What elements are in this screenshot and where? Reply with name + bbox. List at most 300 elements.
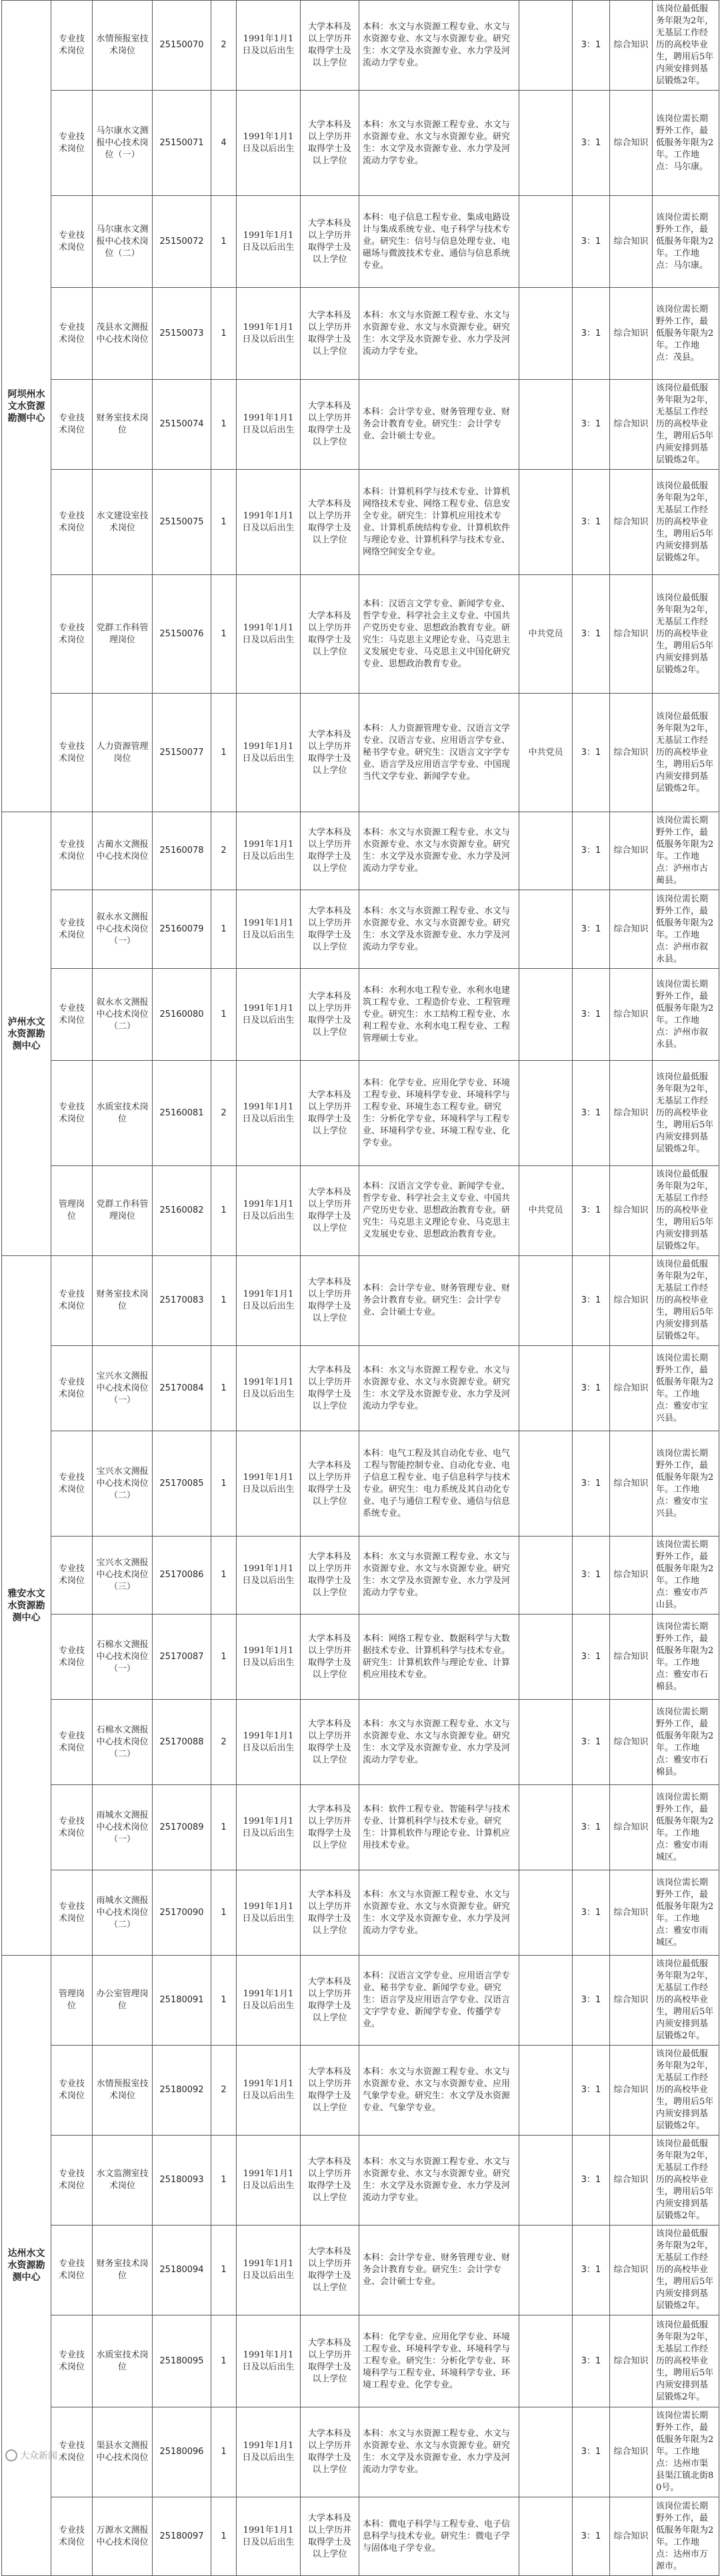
table-row (2, 1431, 719, 1537)
table-row (2, 575, 719, 694)
exam-ratio: 3：1 (573, 1256, 610, 1346)
major-requirement: 本科：水文与水资源工程专业、水文与水资源专业、水文与水资源专业。研究生：水文学及水资源专业、水力学及河流动力学专业。 (359, 812, 519, 890)
major-requirement: 本科：会计学专业、财务管理专业、财务会计教育专业。研究生：会计学专业、会计硕士专业。 (359, 1256, 519, 1346)
remark: 该岗位最低服务年限为2年，无基层工作经历的高校毕业生，聘用后5年内须安排到基层锻炼2年。 (653, 2315, 719, 2407)
other-requirement (519, 470, 573, 575)
age-requirement: 1991年1月1日及以后出生 (237, 380, 301, 470)
exam-subject: 综合知识 (610, 1614, 653, 1700)
position-name: 万源水文测报中心技术岗位 (93, 2497, 153, 2576)
exam-subject: 综合知识 (610, 890, 653, 969)
major-requirement: 本科：化学专业、应用化学专业、环境工程专业、环境科学专业、环境科学与工程专业、环境生态工程专业。研究生：分析化学专业、环境科学与工程专业、环境科学专业、环境工程专业、化学专业。 (359, 1061, 519, 1166)
exam-ratio: 3：1 (573, 91, 610, 196)
table-row (2, 969, 719, 1061)
hiring-count: 1 (211, 1346, 237, 1431)
age-requirement: 1991年1月1日及以后出生 (237, 1166, 301, 1256)
hiring-count: 1 (211, 1614, 237, 1700)
exam-subject: 综合知识 (610, 1, 653, 91)
position-code: 25160082 (153, 1166, 211, 1256)
exam-ratio: 3：1 (573, 1785, 610, 1870)
position-code: 25170086 (153, 1537, 211, 1614)
remark: 该岗位最低服务年限为2年，无基层工作经历的高校毕业生，聘用后5年内须安排到基层锻炼2年。 (653, 575, 719, 694)
other-requirement (519, 1256, 573, 1346)
position-code: 25180092 (153, 2046, 211, 2136)
hiring-count: 1 (211, 1537, 237, 1614)
major-requirement: 本科：水文与水资源工程专业、水文与水资源专业、水文与水资源专业。研究生：水文学及水资源专业、水力学及河流动力学专业。 (359, 288, 519, 380)
exam-subject: 综合知识 (610, 2046, 653, 2136)
hiring-count: 1 (211, 2497, 237, 2576)
hiring-count: 1 (211, 1431, 237, 1537)
position-code: 25180097 (153, 2497, 211, 2576)
major-requirement: 本科：水文与水资源工程专业、水文与水资源专业、水文与水资源专业。研究生：水文学及水资源专业、水力学及河流动力学专业。 (359, 890, 519, 969)
hiring-count: 2 (211, 1061, 237, 1166)
position-category: 专业技术岗位 (51, 288, 93, 380)
exam-subject: 综合知识 (610, 288, 653, 380)
position-category: 专业技术岗位 (51, 694, 93, 812)
hiring-count: 4 (211, 91, 237, 196)
education-requirement: 大学本科及以上学历并取得学士及以上学位 (301, 1700, 359, 1785)
position-category: 管理岗位 (51, 1956, 93, 2046)
table-row (2, 1256, 719, 1346)
major-requirement: 本科：水文与水资源工程专业、水文与水资源专业、水文与水资源专业。研究生：水文学及水资源专业、水力学及河流动力学专业。 (359, 91, 519, 196)
other-requirement (519, 2046, 573, 2136)
other-requirement (519, 2315, 573, 2407)
hiring-count: 1 (211, 1785, 237, 1870)
hiring-count: 1 (211, 2407, 237, 2497)
position-code: 25170090 (153, 1870, 211, 1956)
position-name: 宝兴水文测报中心技术岗位（二） (93, 1431, 153, 1537)
remark: 该岗位需长期野外工作，最低服务年限为2年。工作地点：马尔康。 (653, 196, 719, 288)
unit-name: 达州水文水资源勘测中心 (2, 1956, 51, 2576)
exam-ratio: 3：1 (573, 2136, 610, 2226)
other-requirement (519, 1700, 573, 1785)
position-category: 专业技术岗位 (51, 812, 93, 890)
major-requirement: 本科：网络工程专业、数据科学与大数据技术专业、计算机科学与技术专业。研究生：计算机软件与理论专业、计算机应用技术专业。 (359, 1614, 519, 1700)
exam-subject: 综合知识 (610, 694, 653, 812)
position-code: 25180091 (153, 1956, 211, 2046)
hiring-count: 1 (211, 890, 237, 969)
position-code: 25170084 (153, 1346, 211, 1431)
remark: 该岗位最低服务年限为2年，无基层工作经历的高校毕业生，聘用后5年内须安排到基层锻炼2年。 (653, 1256, 719, 1346)
education-requirement: 大学本科及以上学历并取得学士及以上学位 (301, 91, 359, 196)
major-requirement: 本科：会计学专业、财务管理专业、财务会计教育专业。研究生：会计学专业、会计硕士专业。 (359, 380, 519, 470)
major-requirement: 本科：水文与水资源工程专业、水文与水资源专业、水文与水资源专业。研究生：水文学及水资源专业、水力学及河流动力学专业。 (359, 2407, 519, 2497)
exam-ratio: 3：1 (573, 1700, 610, 1785)
position-name: 宝兴水文测报中心技术岗位（三） (93, 1537, 153, 1614)
age-requirement: 1991年1月1日及以后出生 (237, 575, 301, 694)
other-requirement: 中共党员 (519, 694, 573, 812)
position-category: 专业技术岗位 (51, 2315, 93, 2407)
position-code: 25170088 (153, 1700, 211, 1785)
table-row (2, 1785, 719, 1870)
education-requirement: 大学本科及以上学历并取得学士及以上学位 (301, 1956, 359, 2046)
remark: 该岗位需长期野外工作，最低服务年限为2年。工作地点：达州市万源市。 (653, 2497, 719, 2576)
major-requirement: 本科：水文与水资源工程专业、水文与水资源专业、水文与水资源专业。研究生：水文学及水资源专业、水力学及河流动力学专业。 (359, 1346, 519, 1431)
age-requirement: 1991年1月1日及以后出生 (237, 1061, 301, 1166)
education-requirement: 大学本科及以上学历并取得学士及以上学位 (301, 470, 359, 575)
remark: 该岗位需长期野外工作，最低服务年限为2年。工作地点：马尔康。 (653, 91, 719, 196)
position-category: 专业技术岗位 (51, 1, 93, 91)
education-requirement: 大学本科及以上学历并取得学士及以上学位 (301, 575, 359, 694)
position-name: 茂县水文测报中心技术岗位 (93, 288, 153, 380)
hiring-count: 1 (211, 380, 237, 470)
table-row (2, 694, 719, 812)
other-requirement (519, 380, 573, 470)
remark: 该岗位最低服务年限为2年，无基层工作经历的高校毕业生，聘用后5年内须安排到基层锻炼2年。 (653, 694, 719, 812)
hiring-count: 2 (211, 1, 237, 91)
exam-subject: 综合知识 (610, 1061, 653, 1166)
education-requirement: 大学本科及以上学历并取得学士及以上学位 (301, 2136, 359, 2226)
age-requirement: 1991年1月1日及以后出生 (237, 1700, 301, 1785)
position-category: 专业技术岗位 (51, 470, 93, 575)
hiring-count: 1 (211, 1166, 237, 1256)
major-requirement: 本科：水文与水资源工程专业、水文与水资源专业、水文与水资源专业。研究生：水文学及水资源专业、水力学及河流动力学专业。 (359, 1537, 519, 1614)
unit-name: 泸州水文水资源勘测中心 (2, 812, 51, 1256)
position-code: 25170083 (153, 1256, 211, 1346)
position-name: 水情预报室技术岗位 (93, 2046, 153, 2136)
exam-subject: 综合知识 (610, 1870, 653, 1956)
hiring-count: 1 (211, 575, 237, 694)
remark: 该岗位最低服务年限为2年，无基层工作经历的高校毕业生，聘用后5年内须安排到基层锻炼2年。 (653, 2046, 719, 2136)
unit-name: 阿坝州水文水资源勘测中心 (2, 1, 51, 812)
education-requirement: 大学本科及以上学历并取得学士及以上学位 (301, 196, 359, 288)
exam-subject: 综合知识 (610, 470, 653, 575)
position-name: 雨城水文测报中心技术岗位（一） (93, 1785, 153, 1870)
major-requirement: 本科：水文与水资源工程专业、水文与水资源专业、水文与水资源专业。研究生：水文学及水资源专业、水力学及河流动力学专业。 (359, 1, 519, 91)
position-code: 25160079 (153, 890, 211, 969)
position-category: 专业技术岗位 (51, 196, 93, 288)
major-requirement: 本科：汉语言文学专业、新闻学专业、哲学专业、科学社会主义专业、中国共产党历史专业、思想政治教育专业。研究生：马克思主义理论专业、马克思主义发展史专业、马克思主义中国化研究专业、思想政治教育专业。 (359, 575, 519, 694)
exam-subject: 综合知识 (610, 2497, 653, 2576)
other-requirement (519, 2407, 573, 2497)
remark: 该岗位需长期野外工作，最低服务年限为2年。工作地点：雅安市雨城区。 (653, 1870, 719, 1956)
education-requirement: 大学本科及以上学历并取得学士及以上学位 (301, 2315, 359, 2407)
position-code: 25170087 (153, 1614, 211, 1700)
position-name: 办公室管理岗位 (93, 1956, 153, 2046)
exam-ratio: 3：1 (573, 1614, 610, 1700)
position-name: 叙永水文测报中心技术岗位（一） (93, 890, 153, 969)
exam-ratio: 3：1 (573, 1537, 610, 1614)
position-category: 专业技术岗位 (51, 2226, 93, 2315)
remark: 该岗位最低服务年限为2年，无基层工作经历的高校毕业生，聘用后5年内须安排到基层锻炼2年。 (653, 1956, 719, 2046)
position-category: 专业技术岗位 (51, 890, 93, 969)
position-category: 专业技术岗位 (51, 91, 93, 196)
major-requirement: 本科：化学专业、应用化学专业、环境工程专业、环境科学专业、环境科学与工程专业。研究生：分析化学专业、环境科学与工程专业、环境科学专业、环境工程专业、化学专业。 (359, 2315, 519, 2407)
other-requirement (519, 969, 573, 1061)
table-row (2, 288, 719, 380)
remark: 该岗位需长期野外工作，最低服务年限为2年。工作地点：雅安市宝兴县。 (653, 1346, 719, 1431)
hiring-count: 1 (211, 1956, 237, 2046)
exam-subject: 综合知识 (610, 196, 653, 288)
hiring-count: 2 (211, 1700, 237, 1785)
exam-ratio: 3：1 (573, 1166, 610, 1256)
exam-ratio: 3：1 (573, 1346, 610, 1431)
remark: 该岗位最低服务年限为2年，无基层工作经历的高校毕业生，聘用后5年内须安排到基层锻炼2年。 (653, 1166, 719, 1256)
age-requirement: 1991年1月1日及以后出生 (237, 2315, 301, 2407)
position-name: 财务室技术岗位 (93, 1256, 153, 1346)
remark: 该岗位需长期野外工作，最低服务年限为2年。工作地点：达州市渠县渠江镇北街80号。 (653, 2407, 719, 2497)
other-requirement (519, 1431, 573, 1537)
position-category: 专业技术岗位 (51, 1785, 93, 1870)
position-category: 专业技术岗位 (51, 2136, 93, 2226)
age-requirement: 1991年1月1日及以后出生 (237, 2497, 301, 2576)
major-requirement: 本科：水文与水资源工程专业、水文与水资源专业、水文与水资源专业、应用气象学专业。研究生：水文学及水资源专业、气象学专业。 (359, 2046, 519, 2136)
position-name: 财务室技术岗位 (93, 2226, 153, 2315)
position-category: 专业技术岗位 (51, 1061, 93, 1166)
major-requirement: 本科：水文与水资源工程专业、水文与水资源专业、水文与水资源专业。研究生：水文学及水资源专业、水力学及河流动力学专业。 (359, 1870, 519, 1956)
other-requirement (519, 1614, 573, 1700)
exam-subject: 综合知识 (610, 1956, 653, 2046)
position-code: 25180094 (153, 2226, 211, 2315)
age-requirement: 1991年1月1日及以后出生 (237, 1870, 301, 1956)
major-requirement: 本科：微电子科学与工程专业、电子信息科学与技术专业。研究生：微电子学与固体电子学专业。 (359, 2497, 519, 2576)
table-row (2, 1, 719, 91)
position-category: 专业技术岗位 (51, 2407, 93, 2497)
hiring-count: 2 (211, 812, 237, 890)
position-code: 25150070 (153, 1, 211, 91)
age-requirement: 1991年1月1日及以后出生 (237, 470, 301, 575)
education-requirement: 大学本科及以上学历并取得学士及以上学位 (301, 2497, 359, 2576)
exam-subject: 综合知识 (610, 1537, 653, 1614)
position-name: 党群工作科管理岗位 (93, 1166, 153, 1256)
position-category: 专业技术岗位 (51, 1700, 93, 1785)
position-category: 专业技术岗位 (51, 2046, 93, 2136)
age-requirement: 1991年1月1日及以后出生 (237, 1346, 301, 1431)
table-row (2, 196, 719, 288)
exam-subject: 综合知识 (610, 380, 653, 470)
other-requirement (519, 288, 573, 380)
table-row (2, 2497, 719, 2576)
position-category: 专业技术岗位 (51, 1537, 93, 1614)
age-requirement: 1991年1月1日及以后出生 (237, 890, 301, 969)
remark: 该岗位需长期野外工作，最低服务年限为2年。工作地点：雅安市石棉县。 (653, 1614, 719, 1700)
hiring-count: 1 (211, 470, 237, 575)
table-row (2, 1537, 719, 1614)
exam-ratio: 3：1 (573, 575, 610, 694)
remark: 该岗位需长期野外工作，最低服务年限为2年。工作地点：泸州市叙永县。 (653, 890, 719, 969)
other-requirement (519, 1785, 573, 1870)
table-row (2, 1956, 719, 2046)
major-requirement: 本科：人力资源管理专业、汉语言文学专业、汉语言专业、应用语言学专业、秘书学专业。研究生：汉语言文字学专业、语言学及应用语言学专业、中国现当代文学专业、新闻学专业。 (359, 694, 519, 812)
remark: 该岗位最低服务年限为2年，无基层工作经历的高校毕业生，聘用后5年内须安排到基层锻炼2年。 (653, 470, 719, 575)
table-row (2, 380, 719, 470)
hiring-count: 1 (211, 969, 237, 1061)
age-requirement: 1991年1月1日及以后出生 (237, 812, 301, 890)
other-requirement (519, 1346, 573, 1431)
age-requirement: 1991年1月1日及以后出生 (237, 2136, 301, 2226)
position-category: 专业技术岗位 (51, 1870, 93, 1956)
position-code: 25170089 (153, 1785, 211, 1870)
hiring-count: 1 (211, 2315, 237, 2407)
table-row (2, 1870, 719, 1956)
position-code: 25180093 (153, 2136, 211, 2226)
exam-subject: 综合知识 (610, 2315, 653, 2407)
position-code: 25150077 (153, 694, 211, 812)
exam-ratio: 3：1 (573, 2497, 610, 2576)
major-requirement: 本科：电子信息工程专业、集成电路设计与集成系统专业、电子科学与技术专业。研究生：信号与信息处理专业、电磁场与微波技术专业、通信与信息系统专业。 (359, 196, 519, 288)
exam-ratio: 3：1 (573, 2046, 610, 2136)
position-name: 水文建设室技术岗位 (93, 470, 153, 575)
position-code: 25180095 (153, 2315, 211, 2407)
age-requirement: 1991年1月1日及以后出生 (237, 2407, 301, 2497)
other-requirement (519, 1, 573, 91)
education-requirement: 大学本科及以上学历并取得学士及以上学位 (301, 1, 359, 91)
education-requirement: 大学本科及以上学历并取得学士及以上学位 (301, 1785, 359, 1870)
exam-ratio: 3：1 (573, 380, 610, 470)
exam-subject: 综合知识 (610, 2407, 653, 2497)
table-row (2, 1700, 719, 1785)
position-code: 25150071 (153, 91, 211, 196)
position-code: 25170085 (153, 1431, 211, 1537)
education-requirement: 大学本科及以上学历并取得学士及以上学位 (301, 1431, 359, 1537)
hiring-count: 1 (211, 694, 237, 812)
unit-name: 雅安水文水资源勘测中心 (2, 1256, 51, 1956)
hiring-count: 1 (211, 196, 237, 288)
remark: 该岗位需长期野外工作，最低服务年限为2年。工作地点：雅安市石棉县。 (653, 1700, 719, 1785)
table-row (2, 2226, 719, 2315)
education-requirement: 大学本科及以上学历并取得学士及以上学位 (301, 1346, 359, 1431)
position-code: 25150073 (153, 288, 211, 380)
remark: 该岗位需长期野外工作，最低服务年限为2年。工作地点：雅安市宝兴县。 (653, 1431, 719, 1537)
position-name: 渠县水文测报中心技术岗位 (93, 2407, 153, 2497)
position-name: 水质室技术岗位 (93, 1061, 153, 1166)
remark: 该岗位需长期野外工作，最低服务年限为2年。工作地点：泸州市叙永县。 (653, 969, 719, 1061)
age-requirement: 1991年1月1日及以后出生 (237, 196, 301, 288)
position-category: 管理岗位 (51, 1166, 93, 1256)
education-requirement: 大学本科及以上学历并取得学士及以上学位 (301, 2046, 359, 2136)
major-requirement: 本科：汉语言文学专业、应用语言学专业、秘书学专业、新闻学专业。研究生：语言学及应用语言学专业、汉语言文字学专业、新闻学专业、传播学专业。 (359, 1956, 519, 2046)
position-name: 党群工作科管理岗位 (93, 575, 153, 694)
other-requirement (519, 196, 573, 288)
remark: 该岗位最低服务年限为2年，无基层工作经历的高校毕业生，聘用后5年内须安排到基层锻炼2年。 (653, 2136, 719, 2226)
exam-subject: 综合知识 (610, 1431, 653, 1537)
remark: 该岗位最低服务年限为2年，无基层工作经历的高校毕业生，聘用后5年内须安排到基层锻炼2年。 (653, 1, 719, 91)
education-requirement: 大学本科及以上学历并取得学士及以上学位 (301, 1061, 359, 1166)
remark: 该岗位需长期野外工作，最低服务年限为2年。工作地点：雅安市芦山县。 (653, 1537, 719, 1614)
age-requirement: 1991年1月1日及以后出生 (237, 694, 301, 812)
exam-ratio: 3：1 (573, 812, 610, 890)
other-requirement (519, 1956, 573, 2046)
age-requirement: 1991年1月1日及以后出生 (237, 1, 301, 91)
major-requirement: 本科：计算机科学与技术专业、计算机网络技术专业、网络工程专业、信息安全专业。研究生：计算机应用技术专业、计算机系统结构专业、计算机软件与理论专业、计算机科学与技术专业、网络空间安全专业。 (359, 470, 519, 575)
position-category: 专业技术岗位 (51, 575, 93, 694)
remark: 该岗位需长期野外工作，最低服务年限为2年。工作地点：雅安市雨城区。 (653, 1785, 719, 1870)
position-code: 25180096 (153, 2407, 211, 2497)
position-name: 水质室技术岗位 (93, 2315, 153, 2407)
education-requirement: 大学本科及以上学历并取得学士及以上学位 (301, 2407, 359, 2497)
age-requirement: 1991年1月1日及以后出生 (237, 288, 301, 380)
major-requirement: 本科：电气工程及其自动化专业、电气工程与智能控制专业、自动化专业、电子信息工程专业、电子信息科学与技术专业。研究生：电力系统及其自动化专业、电子与通信工程专业、通信与信息系统专业。 (359, 1431, 519, 1537)
age-requirement: 1991年1月1日及以后出生 (237, 2226, 301, 2315)
other-requirement: 中共党员 (519, 1166, 573, 1256)
exam-ratio: 3：1 (573, 694, 610, 812)
hiring-count: 1 (211, 288, 237, 380)
position-name: 水情预报室技术岗位 (93, 1, 153, 91)
exam-ratio: 3：1 (573, 969, 610, 1061)
exam-subject: 综合知识 (610, 2136, 653, 2226)
exam-subject: 综合知识 (610, 1256, 653, 1346)
table-row (2, 2136, 719, 2226)
table-row (2, 91, 719, 196)
age-requirement: 1991年1月1日及以后出生 (237, 1785, 301, 1870)
education-requirement: 大学本科及以上学历并取得学士及以上学位 (301, 1166, 359, 1256)
position-name: 雨城水文测报中心技术岗位（二） (93, 1870, 153, 1956)
position-category: 专业技术岗位 (51, 1614, 93, 1700)
other-requirement: 中共党员 (519, 575, 573, 694)
remark: 该岗位最低服务年限为2年，无基层工作经历的高校毕业生，聘用后5年内须安排到基层锻炼2年。 (653, 2226, 719, 2315)
table-row (2, 2046, 719, 2136)
position-code: 25150074 (153, 380, 211, 470)
exam-subject: 综合知识 (610, 812, 653, 890)
position-name: 马尔康水文测报中心技术岗位（一） (93, 91, 153, 196)
position-category: 专业技术岗位 (51, 1431, 93, 1537)
exam-ratio: 3：1 (573, 196, 610, 288)
education-requirement: 大学本科及以上学历并取得学士及以上学位 (301, 969, 359, 1061)
other-requirement (519, 2226, 573, 2315)
watermark-text: 大众新闻 (20, 2451, 57, 2461)
position-name: 石棉水文测报中心技术岗位（二） (93, 1700, 153, 1785)
other-requirement (519, 1870, 573, 1956)
position-code: 25150076 (153, 575, 211, 694)
exam-subject: 综合知识 (610, 1700, 653, 1785)
other-requirement (519, 812, 573, 890)
table-row (2, 2407, 719, 2497)
exam-ratio: 3：1 (573, 1, 610, 91)
education-requirement: 大学本科及以上学历并取得学士及以上学位 (301, 1870, 359, 1956)
exam-ratio: 3：1 (573, 2315, 610, 2407)
education-requirement: 大学本科及以上学历并取得学士及以上学位 (301, 1537, 359, 1614)
position-category: 专业技术岗位 (51, 2497, 93, 2576)
exam-ratio: 3：1 (573, 890, 610, 969)
exam-subject: 综合知识 (610, 91, 653, 196)
exam-ratio: 3：1 (573, 470, 610, 575)
age-requirement: 1991年1月1日及以后出生 (237, 1614, 301, 1700)
exam-ratio: 3：1 (573, 1956, 610, 2046)
table-row (2, 2315, 719, 2407)
position-code: 25160080 (153, 969, 211, 1061)
education-requirement: 大学本科及以上学历并取得学士及以上学位 (301, 2226, 359, 2315)
position-name: 水文监测室技术岗位 (93, 2136, 153, 2226)
table-row (2, 470, 719, 575)
remark: 该岗位需长期野外工作，最低服务年限为2年。工作地点：茂县。 (653, 288, 719, 380)
table-row (2, 812, 719, 890)
logo-icon (5, 2449, 17, 2461)
age-requirement: 1991年1月1日及以后出生 (237, 1537, 301, 1614)
exam-subject: 综合知识 (610, 1785, 653, 1870)
position-category: 专业技术岗位 (51, 1256, 93, 1346)
exam-ratio: 3：1 (573, 2226, 610, 2315)
major-requirement: 本科：水文与水资源工程专业、水文与水资源专业、水文与水资源专业。研究生：水文学及水资源专业、水力学及河流动力学专业。 (359, 1700, 519, 1785)
table-row (2, 1061, 719, 1166)
position-code: 25160081 (153, 1061, 211, 1166)
age-requirement: 1991年1月1日及以后出生 (237, 1956, 301, 2046)
age-requirement: 1991年1月1日及以后出生 (237, 1256, 301, 1346)
education-requirement: 大学本科及以上学历并取得学士及以上学位 (301, 1256, 359, 1346)
major-requirement: 本科：汉语言文学专业、新闻学专业、哲学专业、科学社会主义专业、中国共产党历史专业、思想政治教育专业。研究生：马克思主义理论专业、马克思主义发展史专业、思想政治教育专业。 (359, 1166, 519, 1256)
position-name: 古蔺水文测报中心技术岗位 (93, 812, 153, 890)
position-code: 25150072 (153, 196, 211, 288)
recruitment-table (1, 0, 719, 2576)
table-row (2, 1614, 719, 1700)
position-name: 宝兴水文测报中心技术岗位（一） (93, 1346, 153, 1431)
other-requirement (519, 1537, 573, 1614)
major-requirement: 本科：水文与水资源工程专业、水文与水资源专业、水文与水资源专业。研究生：水文学及水资源专业、水力学及河流动力学专业。 (359, 2136, 519, 2226)
position-name: 马尔康水文测报中心技术岗位（二） (93, 196, 153, 288)
hiring-count: 1 (211, 1870, 237, 1956)
position-code: 25160078 (153, 812, 211, 890)
position-category: 专业技术岗位 (51, 1346, 93, 1431)
table-row (2, 1346, 719, 1431)
other-requirement (519, 2136, 573, 2226)
